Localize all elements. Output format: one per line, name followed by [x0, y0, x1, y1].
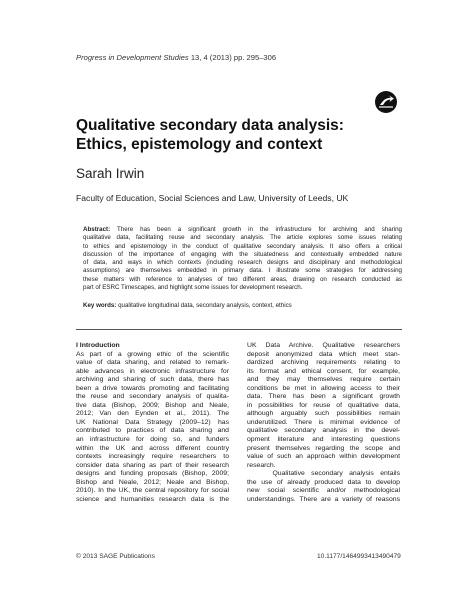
body-line: been a drive towards promoting and facilitating [76, 384, 229, 392]
body-line: and they may themselves require certain [247, 376, 400, 384]
body-line: value of such an approach within development [247, 453, 400, 461]
body-line: qualitative secondary analysis in the devel- [247, 427, 400, 435]
body-line: in possibilities for reuse of qualitative data, [247, 401, 400, 409]
body-line: underutilized. There is minimal evidence of [247, 418, 400, 426]
body-line: Bishop and Neale, 2012; Neale and Bishop, [76, 478, 229, 486]
body-column-right [247, 342, 400, 504]
journal-volume-pages: 13, 4 (2013) pp. 295–306 [188, 53, 277, 62]
section-heading: I Introduction [76, 342, 120, 349]
abstract-line: these matters with reference to analyses of two different areas, drawing on research conducted as [83, 275, 402, 283]
doi: 10.1177/1464993413490479 [317, 553, 401, 560]
journal-name: Progress in Development Studies [76, 53, 189, 62]
keywords [83, 302, 402, 310]
body-line: 2012; Van den Eynden et al., 2011). The [76, 410, 229, 418]
body-line: Qualitative secondary analysis entails [247, 470, 400, 478]
body-line: its format and ethical consent, for example, [247, 367, 400, 375]
article-title-line-1: Qualitative secondary data analysis: [76, 117, 344, 134]
body-line: an infrastructure for doing so, and funders [76, 436, 229, 444]
abstract [83, 226, 402, 292]
body-line: present themselves regarding the scope and [247, 444, 400, 452]
abstract-line: discussion of the importance of engaging with the situatedness and contextually embedded nature [83, 250, 402, 258]
body-line: the use of already produced data to develop [247, 478, 400, 486]
body-line: research. [247, 461, 276, 469]
body-line: archiving and sharing of such data, there has [76, 376, 229, 384]
body-line: 2010). In the UK, the central repository for social [76, 487, 229, 495]
body-line: dardized archiving requirements relating to [247, 359, 400, 367]
article-title-line-2: Ethics, epistemology and context [76, 136, 323, 153]
abstract-line: assumptions) are themselves embedded in primary data. I illustrate some strategies for addressing [83, 267, 402, 275]
abstract-line: to ethics and epistemology in the conduct of qualitative secondary analysis. It also offers a critical [83, 242, 402, 250]
body-line: science and humanities research data is the [76, 495, 229, 503]
copyright-notice: © 2013 SAGE Publications [76, 553, 155, 560]
body-line: the reuse and secondary analysis of qualita- [76, 393, 229, 401]
body-line: within the UK and across different country [76, 444, 229, 452]
body-line: able advances in electronic infrastructure for [76, 367, 229, 375]
abstract-line: part of ESRC Timescapes, and highlight some issues for development research. [83, 284, 303, 292]
body-line: new social scientific and/or methodological [247, 487, 400, 495]
abstract-label: Abstract: [83, 226, 111, 233]
body-line: value of data sharing, and related to remark- [76, 359, 229, 367]
body-line: contexts increasingly require researchers to [76, 453, 229, 461]
abstract-line: qualitative data, facilitating reuse and secondary analysis. The article explores some issues relating [83, 234, 402, 242]
body-line: As part of a growing ethic of the scientific [76, 350, 229, 358]
body-line: tive data (Bishop, 2009; Bishop and Neale, [76, 401, 229, 409]
body-line: deposit anonymized data which meet stan- [247, 350, 400, 358]
publisher-arrow-logo-icon [374, 90, 398, 114]
abstract-line: of data, and ways in which contexts (including research designs and disciplinary and methodological [83, 259, 402, 267]
author-affiliation: Faculty of Education, Social Sciences and Law, University of Leeds, UK [76, 193, 349, 203]
body-line: designs and funding proposals (Bishop, 2009; [76, 470, 229, 478]
keywords-label: Key words: [83, 302, 117, 309]
journal-citation [76, 53, 276, 62]
keywords-text: qualitative longitudinal data, secondary analysis, context, ethics [116, 302, 292, 309]
body-line: consider data sharing as part of their research [76, 461, 229, 469]
body-line: conditions be met in allowing access to their [247, 384, 400, 392]
article-title [76, 116, 416, 154]
section-divider [76, 329, 402, 330]
body-line: UK National Data Strategy (2009–12) has [76, 418, 229, 426]
body-column-left [76, 342, 229, 504]
article-author: Sarah Irwin [76, 166, 145, 181]
abstract-line: Abstract: There has been a significant growth in the infrastructure for archiving and sharing [83, 226, 402, 233]
body-line: UK Data Archive. Qualitative researchers [247, 342, 400, 349]
body-line: contributed to practices of data sharing and [76, 427, 229, 435]
body-line: understandings. There are a variety of reasons [247, 495, 400, 503]
body-line: although arguably such possibilities remain [247, 410, 400, 418]
body-line: data. There has been a significant growth [247, 393, 400, 401]
body-line: opment literature and interesting questions [247, 436, 400, 444]
